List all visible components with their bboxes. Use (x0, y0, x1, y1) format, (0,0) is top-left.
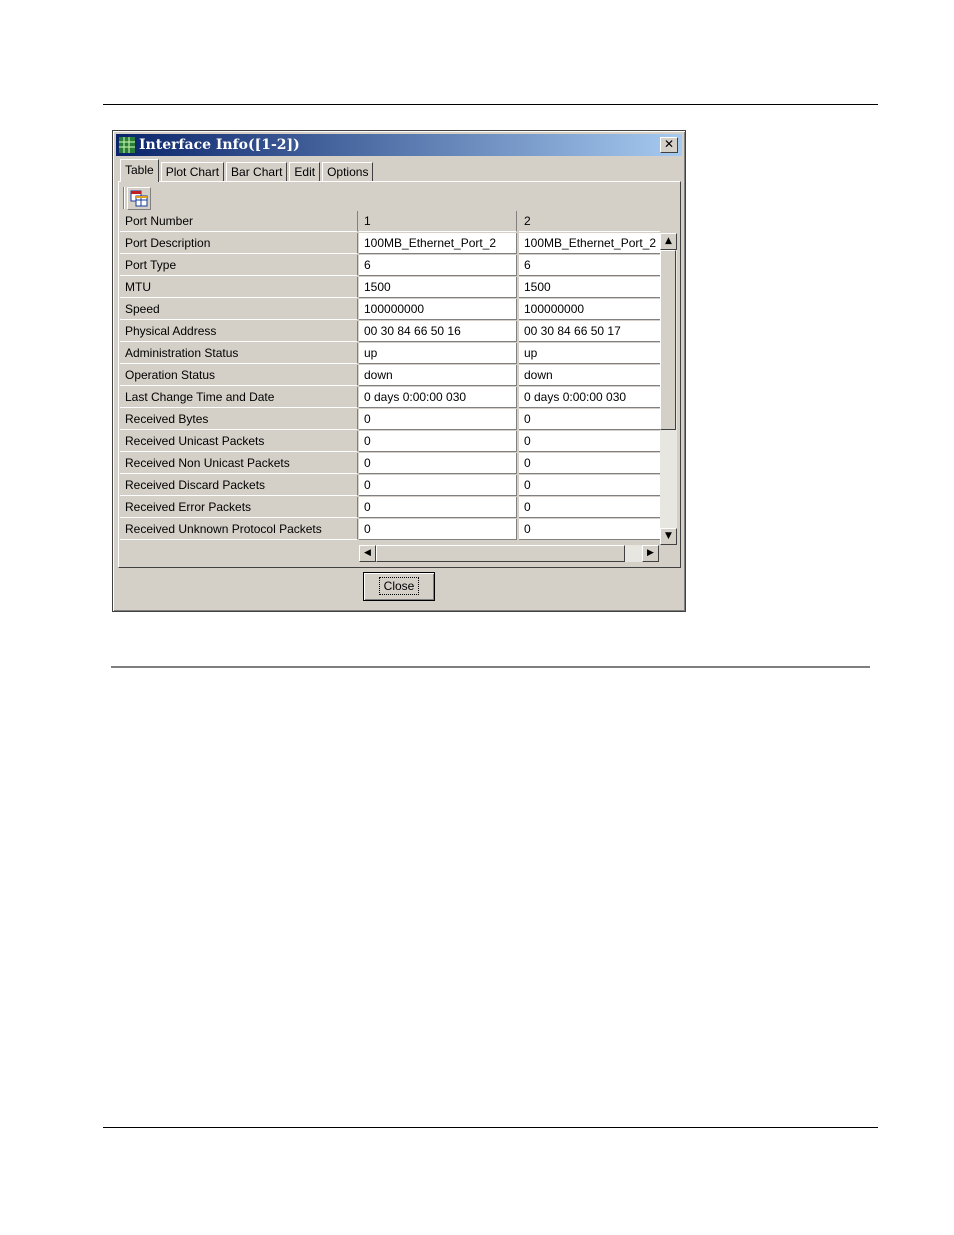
page-rule-bottom (103, 1127, 878, 1128)
row-label: Port Description (120, 233, 358, 254)
row-label: Speed (120, 299, 358, 320)
scroll-up-icon[interactable]: ▲ (660, 233, 677, 250)
row-value-port1[interactable]: 0 (359, 409, 517, 430)
row-label: Received Unknown Protocol Packets (120, 519, 358, 540)
row-value-port1[interactable]: 0 (359, 453, 517, 474)
close-button[interactable] (363, 572, 435, 601)
row-label: Physical Address (120, 321, 358, 342)
row-value-port2[interactable]: 00 30 84 66 50 17 (519, 321, 660, 342)
page-rule-middle (111, 666, 870, 668)
tab-options[interactable]: Options (322, 162, 373, 182)
row-label: Operation Status (120, 365, 358, 386)
table-row (120, 233, 660, 255)
row-value-port2[interactable]: 0 (519, 475, 660, 496)
table-header-row (120, 211, 660, 233)
table-row (120, 277, 660, 299)
row-value-port2[interactable]: 6 (519, 255, 660, 276)
row-value-port2[interactable]: 100MB_Ethernet_Port_2 (519, 233, 660, 254)
table-row (120, 519, 660, 541)
table-row (120, 365, 660, 387)
table-row (120, 409, 660, 431)
row-value-port2[interactable]: 0 (519, 519, 660, 540)
row-value-port1[interactable]: 6 (359, 255, 517, 276)
close-button-label: Close (379, 577, 420, 595)
row-value-port2[interactable]: 0 days 0:00:00 030 (519, 387, 660, 408)
row-value-port2[interactable]: 0 (519, 431, 660, 452)
row-label: Port Type (120, 255, 358, 276)
row-label: Received Discard Packets (120, 475, 358, 496)
tab-plot-chart[interactable]: Plot Chart (161, 162, 224, 182)
row-label: Last Change Time and Date (120, 387, 358, 408)
row-value-port2[interactable]: up (519, 343, 660, 364)
table-view-button[interactable] (127, 187, 151, 210)
table-row (120, 387, 660, 409)
toolbar-separator (123, 187, 125, 209)
row-value-port2[interactable]: 0 (519, 497, 660, 518)
row-value-port1[interactable]: 0 days 0:00:00 030 (359, 387, 517, 408)
window-title: Interface Info([1-2]) (139, 137, 300, 153)
table-grid-icon (128, 188, 150, 209)
header-label: Port Number (120, 211, 358, 232)
header-col2[interactable]: 2 (519, 211, 660, 232)
row-value-port2[interactable]: 100000000 (519, 299, 660, 320)
scroll-right-icon[interactable]: ▶ (642, 545, 659, 562)
horizontal-scrollbar[interactable] (359, 545, 659, 562)
table-row (120, 321, 660, 343)
header-col1[interactable]: 1 (359, 211, 517, 232)
table-row (120, 497, 660, 519)
row-value-port2[interactable]: 1500 (519, 277, 660, 298)
row-value-port1[interactable]: up (359, 343, 517, 364)
interface-table (120, 211, 660, 545)
row-label: Administration Status (120, 343, 358, 364)
row-value-port1[interactable]: down (359, 365, 517, 386)
interface-info-window (112, 130, 686, 612)
row-label: Received Unicast Packets (120, 431, 358, 452)
scroll-left-icon[interactable]: ◀ (359, 545, 376, 562)
page-rule-top (103, 104, 878, 105)
row-value-port1[interactable]: 0 (359, 475, 517, 496)
vertical-scroll-thumb[interactable] (660, 250, 676, 430)
grid-app-icon (118, 136, 136, 154)
table-row (120, 299, 660, 321)
row-value-port2[interactable]: 0 (519, 453, 660, 474)
table-row (120, 475, 660, 497)
row-value-port2[interactable]: 0 (519, 409, 660, 430)
row-value-port1[interactable]: 00 30 84 66 50 16 (359, 321, 517, 342)
row-value-port1[interactable]: 0 (359, 519, 517, 540)
row-value-port1[interactable]: 100000000 (359, 299, 517, 320)
tab-strip (120, 160, 375, 182)
row-value-port1[interactable]: 0 (359, 431, 517, 452)
horizontal-scroll-thumb[interactable] (376, 545, 625, 562)
vertical-scrollbar[interactable] (660, 233, 677, 545)
table-row (120, 431, 660, 453)
table-row (120, 453, 660, 475)
row-label: Received Bytes (120, 409, 358, 430)
row-value-port1[interactable]: 0 (359, 497, 517, 518)
scroll-down-icon[interactable]: ▼ (660, 528, 677, 545)
tab-table[interactable]: Table (120, 159, 159, 182)
row-label: MTU (120, 277, 358, 298)
row-value-port2[interactable]: down (519, 365, 660, 386)
tab-edit[interactable]: Edit (289, 162, 320, 182)
row-value-port1[interactable]: 100MB_Ethernet_Port_2 (359, 233, 517, 254)
row-label: Received Error Packets (120, 497, 358, 518)
tab-bar-chart[interactable]: Bar Chart (226, 162, 287, 182)
title-bar[interactable] (116, 134, 682, 156)
table-row (120, 343, 660, 365)
table-row (120, 255, 660, 277)
window-close-icon[interactable]: ✕ (660, 137, 678, 153)
row-label: Received Non Unicast Packets (120, 453, 358, 474)
row-value-port1[interactable]: 1500 (359, 277, 517, 298)
